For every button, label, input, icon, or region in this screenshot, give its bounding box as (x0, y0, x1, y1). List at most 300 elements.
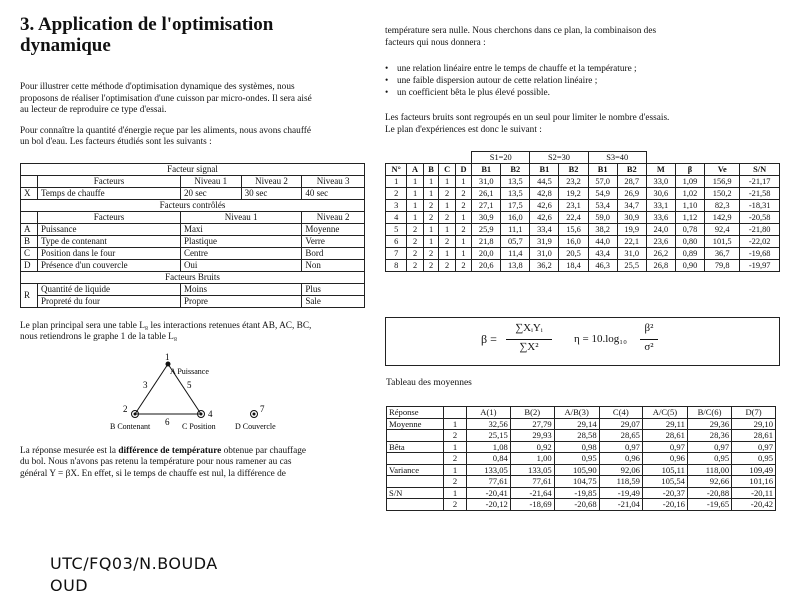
moyennes-cell: 118,59 (599, 476, 642, 488)
factor-code: D (21, 259, 38, 271)
plan-cell: -21,58 (740, 188, 780, 200)
factors-table (20, 163, 365, 308)
moyennes-cell: -19,85 (554, 487, 599, 499)
moyennes-cell: 1 (444, 441, 467, 453)
moyennes-header-row (387, 407, 776, 419)
node-label: A Puissance (170, 366, 209, 376)
plan-cell: 150,2 (705, 188, 740, 200)
moyennes-cell: -20,88 (687, 487, 731, 499)
moyennes-col-header: A(1) (467, 407, 511, 419)
plan-col-header: N° (386, 164, 407, 176)
factor-name: Puissance (38, 223, 181, 235)
moyennes-cell (387, 430, 444, 442)
edge-num: 3 (143, 379, 148, 390)
moyennes-cell: 0,97 (599, 441, 642, 453)
moyennes-cell: 28,65 (599, 430, 642, 442)
plan-cell: -19,97 (740, 260, 780, 272)
plan-cell: 2 (386, 188, 407, 200)
moyennes-cell: 104,75 (554, 476, 599, 488)
plan-cell: 1 (407, 200, 423, 212)
moyennes-cell: 118,00 (687, 464, 731, 476)
plan-cell: 2 (455, 200, 471, 212)
plan-cell: 26,8 (646, 260, 675, 272)
plan-cell: 33,6 (646, 212, 675, 224)
col-header: Facteurs (38, 211, 181, 223)
factor-level: Maxi (180, 223, 301, 235)
factor-level: Propre (180, 295, 301, 307)
moyennes-cell: -20,68 (554, 499, 599, 511)
table-row (21, 259, 365, 271)
plan-cell: -18,31 (740, 200, 780, 212)
signal-title: Facteur signal (21, 163, 365, 175)
moyennes-cell: 1,08 (467, 441, 511, 453)
plan-col-header: B1 (472, 164, 501, 176)
text-line: général Y = βX. En effet, si le temps de chauffe est nul, la différence de (20, 468, 286, 479)
moyennes-cell: 92,06 (599, 464, 642, 476)
text-line: La réponse mesurée est la différence de température obtenue par chauffage (20, 445, 307, 456)
list-item: • un coefficient bêta le plus élevé possible. (385, 88, 550, 98)
plan-cell: 21,8 (472, 236, 501, 248)
plan-cell: 13,5 (501, 188, 530, 200)
plan-cell: 1 (455, 248, 471, 260)
plan-cell: 59,0 (588, 212, 617, 224)
moyennes-cell: 105,54 (642, 476, 687, 488)
factor-name: Temps de chauffe (38, 187, 181, 199)
plan-cell: 22,4 (559, 212, 588, 224)
plan-cell: 1 (407, 212, 423, 224)
plan-col-header: B2 (617, 164, 646, 176)
plan-header-row (386, 164, 780, 176)
moyennes-cell: 28,61 (732, 430, 776, 442)
plan-cell: 1,09 (675, 176, 704, 188)
left-column (20, 0, 365, 480)
text-line: nous retiendrons le graphe 1 de la table L₈ (20, 332, 178, 342)
table-row (386, 188, 780, 200)
group-header: S2=30 (530, 152, 588, 164)
plan-cell: 1 (423, 176, 439, 188)
col-header: Niveau 3 (302, 175, 365, 187)
moyennes-cell: 32,56 (467, 418, 511, 430)
objectives-list (385, 63, 780, 99)
controle-title: Facteurs contrôlés (21, 199, 365, 211)
node-num: 7 (260, 403, 265, 414)
plan-cell: 101,5 (705, 236, 740, 248)
moyennes-col-header: A/B(3) (554, 407, 599, 419)
moyennes-title: Tableau des moyennes (386, 378, 472, 388)
moyennes-cell: 0,98 (554, 441, 599, 453)
plan-cell: 2 (423, 260, 439, 272)
plan-cell: 1 (439, 248, 455, 260)
col-header: Facteurs (38, 175, 181, 187)
group-header: S3=40 (588, 152, 646, 164)
plan-col-header: C (439, 164, 455, 176)
text-line: Les facteurs bruits sont regroupés en un seul pour limiter le nombre d'essais. (385, 113, 670, 123)
table-row (387, 430, 776, 442)
plan-cell: 7 (386, 248, 407, 260)
moyennes-cell: 105,90 (554, 464, 599, 476)
plan-cell: 1,12 (675, 212, 704, 224)
moyennes-cell: 29,93 (510, 430, 554, 442)
plan-cell: 33,0 (646, 176, 675, 188)
table-row (386, 224, 780, 236)
moyennes-col-header: D(7) (732, 407, 776, 419)
node-label: D Couvercle (235, 421, 276, 431)
factor-name: Quantité de liquide (38, 283, 181, 295)
moyennes-col-header (444, 407, 467, 419)
continuation-paragraph (385, 26, 780, 49)
plan-cell: 1 (386, 176, 407, 188)
plan-cell: 156,9 (705, 176, 740, 188)
plan-cell: 30,9 (617, 212, 646, 224)
table-row (386, 212, 780, 224)
plan-cell: 24,0 (646, 224, 675, 236)
moyennes-cell: -21,04 (599, 499, 642, 511)
factor-level: Moyenne (302, 223, 365, 235)
footer-reference: UTC/FQ03/N.BOUDAOUD (50, 554, 218, 595)
table-row (387, 499, 776, 511)
plan-cell: 31,0 (472, 176, 501, 188)
plan-cell: 38,2 (588, 224, 617, 236)
plan-cell: 79,8 (705, 260, 740, 272)
factor-level: Plastique (180, 235, 301, 247)
factor-level: Bord (302, 247, 365, 259)
factor-level: Moins (180, 283, 301, 295)
moyennes-cell: -19,65 (687, 499, 731, 511)
plan-cell: 82,3 (705, 200, 740, 212)
plan-cell: 2 (423, 248, 439, 260)
plan-cell: 2 (439, 236, 455, 248)
plan-cell: 2 (439, 260, 455, 272)
moyennes-cell: 92,66 (687, 476, 731, 488)
plan-col-header: B2 (501, 164, 530, 176)
moyennes-cell: 1,00 (510, 453, 554, 465)
moyennes-cell: 2 (444, 430, 467, 442)
moyennes-cell: 29,07 (599, 418, 642, 430)
table-row (21, 235, 365, 247)
group-header: S1=20 (472, 152, 530, 164)
plan-col-header: S/N (740, 164, 780, 176)
plan-cell: 25,5 (617, 260, 646, 272)
plan-cell: 6 (386, 236, 407, 248)
table-row (21, 283, 365, 295)
moyennes-cell: 2 (444, 476, 467, 488)
moyennes-cell: 0,97 (687, 441, 731, 453)
list-item: • une relation linéaire entre le temps de chauffe et la température ; (385, 64, 637, 74)
moyennes-cell: 27,79 (510, 418, 554, 430)
plan-cell: 36,7 (705, 248, 740, 260)
plan-cell: 142,9 (705, 212, 740, 224)
plan-cell: 1 (407, 188, 423, 200)
factor-level: 20 sec (180, 187, 241, 199)
moyennes-col-header: B(2) (510, 407, 554, 419)
table-row (21, 295, 365, 307)
plan-cell: 33,4 (530, 224, 559, 236)
moyennes-cell: 25,15 (467, 430, 511, 442)
moyennes-cell: 0,97 (732, 441, 776, 453)
factor-level: 40 sec (302, 187, 365, 199)
plan-cell: 34,7 (617, 200, 646, 212)
moyennes-cell (387, 453, 444, 465)
moyennes-cell: 28,58 (554, 430, 599, 442)
plan-cell: 13,8 (501, 260, 530, 272)
plan-cell: 43,4 (588, 248, 617, 260)
plan-cell: 36,2 (530, 260, 559, 272)
plan-cell: -21,17 (740, 176, 780, 188)
factor-name: Propreté du four (38, 295, 181, 307)
factor-code: A (21, 223, 38, 235)
factor-name: Position dans le four (38, 247, 181, 259)
moyennes-cell: 133,05 (510, 464, 554, 476)
moyennes-cell: -20,37 (642, 487, 687, 499)
table-row (386, 200, 780, 212)
text-line: proposons de réaliser l'optimisation d'une cuisson par micro-ondes. Il sera aisé (20, 93, 312, 104)
plan-col-header: D (455, 164, 471, 176)
plan-paragraph (20, 321, 365, 344)
moyennes-table (386, 406, 776, 511)
moyennes-col-header: C(4) (599, 407, 642, 419)
moyennes-col-header: B/C(6) (687, 407, 731, 419)
plan-cell: 44,0 (588, 236, 617, 248)
moyennes-cell: 0,95 (554, 453, 599, 465)
plan-col-header: B2 (559, 164, 588, 176)
plan-col-header: B1 (588, 164, 617, 176)
moyennes-cell: 1 (444, 487, 467, 499)
bruit-title: Facteurs Bruits (21, 271, 365, 283)
plan-cell: 16,0 (559, 236, 588, 248)
table-row (386, 248, 780, 260)
table-row (21, 247, 365, 259)
plan-col-header: Ve (705, 164, 740, 176)
factor-code: X (21, 187, 38, 199)
text-line: Pour illustrer cette méthode d'optimisation dynamique des systèmes, nous (20, 82, 295, 92)
plan-cell: 2 (407, 248, 423, 260)
plan-cell: 42,6 (530, 212, 559, 224)
factor-name: Type de contenant (38, 235, 181, 247)
plan-cell: 1 (423, 236, 439, 248)
plan-cell: -19,68 (740, 248, 780, 260)
beta-lhs: β = (481, 332, 497, 346)
plan-cell: -21,80 (740, 224, 780, 236)
moyennes-cell: 29,14 (554, 418, 599, 430)
plan-cell: 27,1 (472, 200, 501, 212)
moyennes-col-header: Réponse (387, 407, 444, 419)
bold-term: différence de température (118, 445, 222, 456)
col-header: Niveau 2 (241, 175, 302, 187)
plan-cell: 44,5 (530, 176, 559, 188)
moyennes-cell: 77,61 (510, 476, 554, 488)
edge-num: 6 (165, 416, 170, 427)
response-paragraph (20, 446, 365, 481)
moyennes-cell: 1 (444, 418, 467, 430)
plan-cell: 2 (455, 188, 471, 200)
col-header: Niveau 2 (302, 211, 365, 223)
moyennes-cell: 109,49 (732, 464, 776, 476)
plan-cell: 15,6 (559, 224, 588, 236)
text-line: facteurs qui nous donnera : (385, 37, 486, 48)
eta-denominator: σ² (644, 341, 654, 353)
moyennes-cell: 0,92 (510, 441, 554, 453)
plan-cell: 8 (386, 260, 407, 272)
moyennes-cell: -19,49 (599, 487, 642, 499)
node-1-dot (166, 361, 171, 366)
table-row (386, 236, 780, 248)
factor-code: B (21, 235, 38, 247)
noise-paragraph (385, 113, 780, 136)
table-row (386, 260, 780, 272)
node-label: B Contenant (110, 421, 151, 431)
plan-cell: 2 (455, 260, 471, 272)
factor-level: 30 sec (241, 187, 302, 199)
moyennes-col-header: A/C(5) (642, 407, 687, 419)
bullet-icon: • (385, 64, 389, 74)
plan-cell: 42,6 (530, 200, 559, 212)
moyennes-cell: 29,36 (687, 418, 731, 430)
node-num: 2 (123, 403, 128, 414)
eta-numerator: β² (644, 322, 654, 334)
col-header: Niveau 1 (180, 211, 301, 223)
plan-cell: 4 (386, 212, 407, 224)
plan-cell: 20,0 (472, 248, 501, 260)
table-row (386, 176, 780, 188)
factor-level: Non (302, 259, 365, 271)
plan-cell: 19,9 (617, 224, 646, 236)
moyennes-cell: 1 (444, 464, 467, 476)
plan-cell: 11,1 (501, 224, 530, 236)
plan-cell: 25,9 (472, 224, 501, 236)
plan-cell: 26,1 (472, 188, 501, 200)
plan-cell: 1,10 (675, 200, 704, 212)
plan-cell: 28,7 (617, 176, 646, 188)
moyennes-cell: Moyenne (387, 418, 444, 430)
plan-cell: 2 (455, 224, 471, 236)
edge-num: 5 (187, 379, 192, 390)
moyennes-body (387, 418, 776, 510)
text-line: un bol d'eau. Les facteurs étudiés sont les suivants : (20, 137, 212, 147)
text-line: Le plan principal sera une table L₈ les interactions retenues étant AB, AC, BC, (20, 320, 312, 331)
plan-cell: 42,8 (530, 188, 559, 200)
text-line: Le plan d'expériences est donc le suivant : (385, 124, 542, 135)
plan-cell: 2 (439, 188, 455, 200)
plan-cell: -20,58 (740, 212, 780, 224)
moyennes-cell: 0,96 (642, 453, 687, 465)
plan-cell: 13,5 (501, 176, 530, 188)
plan-cell: 20,5 (559, 248, 588, 260)
plan-cell: 31,0 (530, 248, 559, 260)
factor-level: Sale (302, 295, 365, 307)
plan-col-header: M (646, 164, 675, 176)
plan-cell: 1 (439, 176, 455, 188)
moyennes-cell: 29,10 (732, 418, 776, 430)
plan-cell: 26,9 (617, 188, 646, 200)
text-line: du bol. Nous n'avons pas retenu la température pour nous ramener au cas (20, 457, 292, 467)
plan-cell: 2 (407, 224, 423, 236)
plan-cell: 1 (439, 224, 455, 236)
moyennes-cell: 77,61 (467, 476, 511, 488)
node-num: 1 (165, 351, 170, 362)
moyennes-cell: -20,12 (467, 499, 511, 511)
plan-cell: 2 (407, 236, 423, 248)
plan-body (386, 176, 780, 272)
moyennes-cell: 105,11 (642, 464, 687, 476)
plan-cell: 11,4 (501, 248, 530, 260)
plan-cell: 1 (455, 236, 471, 248)
plan-cell: 22,1 (617, 236, 646, 248)
experiment-plan-table (385, 151, 780, 272)
plan-cell: 2 (423, 212, 439, 224)
plan-cell: 1 (455, 176, 471, 188)
plan-cell: 1 (423, 188, 439, 200)
plan-cell: 23,1 (559, 200, 588, 212)
moyennes-cell: -20,41 (467, 487, 511, 499)
moyennes-cell (387, 476, 444, 488)
text-line: Pour connaître la quantité d'énergie reçue par les aliments, nous avons chauffé (20, 125, 311, 136)
factor-level: Oui (180, 259, 301, 271)
plan-cell: 57,0 (588, 176, 617, 188)
table-row (387, 441, 776, 453)
factor-code: C (21, 247, 38, 259)
formula-box (385, 317, 780, 366)
fraction-bar (640, 339, 658, 340)
factor-level: Centre (180, 247, 301, 259)
plan-cell: 23,6 (646, 236, 675, 248)
plan-cell: 23,2 (559, 176, 588, 188)
moyennes-cell: 0,95 (732, 453, 776, 465)
moyennes-cell: Bêta (387, 441, 444, 453)
moyennes-cell: -20,16 (642, 499, 687, 511)
plan-cell: 54,9 (588, 188, 617, 200)
energy-paragraph (20, 126, 365, 149)
bullet-icon: • (385, 88, 389, 98)
plan-cell: 92,4 (705, 224, 740, 236)
plan-col-header: β (675, 164, 704, 176)
list-item: • une faible dispersion autour de cette relation linéaire ; (385, 76, 598, 86)
plan-cell: 0,90 (675, 260, 704, 272)
moyennes-cell: 2 (444, 499, 467, 511)
moyennes-cell: -18,69 (510, 499, 554, 511)
plan-cell: 31,9 (530, 236, 559, 248)
plan-cell: 17,5 (501, 200, 530, 212)
table-row (387, 487, 776, 499)
moyennes-cell: S/N (387, 487, 444, 499)
plan-cell: 0,89 (675, 248, 704, 260)
plan-col-header: A (407, 164, 423, 176)
beta-denominator: ∑X² (519, 341, 539, 353)
table-row (387, 453, 776, 465)
moyennes-cell: 2 (444, 453, 467, 465)
factor-code: R (21, 283, 38, 307)
plan-cell: 30,6 (646, 188, 675, 200)
eta-lhs: η = 10.log₁₀ (574, 333, 627, 345)
plan-cell: 2 (423, 200, 439, 212)
right-column (385, 0, 780, 272)
plan-cell: 16,0 (501, 212, 530, 224)
intro-paragraph (20, 82, 365, 117)
moyennes-cell: 29,11 (642, 418, 687, 430)
node-label: C Position (182, 421, 216, 431)
plan-cell: 20,6 (472, 260, 501, 272)
moyennes-cell: 133,05 (467, 464, 511, 476)
plan-cell: 05,7 (501, 236, 530, 248)
col-header: Niveau 1 (180, 175, 241, 187)
plan-cell: 18,4 (559, 260, 588, 272)
plan-cell: 3 (386, 200, 407, 212)
plan-cell: 2 (439, 212, 455, 224)
moyennes-cell (387, 499, 444, 511)
section-heading (20, 14, 365, 56)
plan-cell: 31,0 (617, 248, 646, 260)
factor-level: Verre (302, 235, 365, 247)
heading-line-1: 3. Application de l'optimisation (20, 14, 274, 35)
